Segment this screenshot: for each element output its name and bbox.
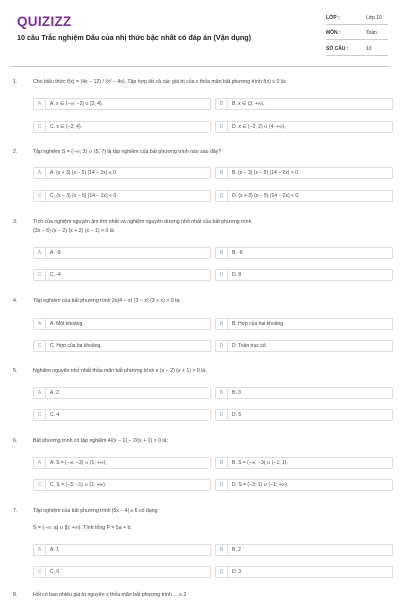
- question-number: 3.: [13, 219, 18, 225]
- option-letter: B: [216, 458, 228, 469]
- option-text: B. 3: [232, 390, 241, 396]
- question-text: S = (−∞; a] ∪ [b; +∞). Tính tổng P = 5a + b.: [33, 525, 132, 531]
- option-text: D. (x + 3) (x − 5) (14 − 2x) < 0.: [232, 193, 300, 199]
- question-text: Cho biểu thức f(x) = (4x − 12) / (x² − 4x). Tập hợp tất cả các giá trị của x thỏa mãn bất phương trình f(x) ≥ 0 là:: [33, 79, 287, 85]
- question-number: 6.: [13, 438, 18, 444]
- option-text: A. 2: [50, 390, 59, 396]
- option-c[interactable]: [33, 479, 211, 491]
- option-text: B. (x − 3) (x − 5) (14 − 2x) > 0.: [232, 170, 300, 176]
- option-a[interactable]: [33, 318, 211, 330]
- option-a[interactable]: [33, 247, 211, 259]
- option-b[interactable]: [215, 544, 393, 556]
- option-b[interactable]: [215, 247, 393, 259]
- option-letter: B: [216, 388, 228, 399]
- option-letter: D: [216, 191, 228, 202]
- question-number: 2.: [13, 149, 18, 155]
- question-number: 1.: [13, 79, 18, 85]
- question-text: Nghiệm nguyên nhỏ nhất thỏa mãn bất phương trình x (x − 2) (x + 1) > 0 là:: [33, 368, 207, 374]
- option-letter: D: [216, 270, 228, 281]
- option-b[interactable]: [215, 98, 393, 110]
- option-text: B. S = (−∞; −3) ∪ (−1; 1).: [232, 460, 288, 466]
- option-text: D. Toàn trục số.: [232, 343, 267, 349]
- option-d[interactable]: [215, 409, 393, 421]
- meta-divider: [326, 39, 388, 40]
- question-text: Tập nghiệm của bất phương trình 2x(4 − x) (3 − x) (3 + x) > 0 là:: [33, 298, 181, 304]
- option-text: D. x ∈ (−2; 2) ∪ (4; +∞).: [232, 124, 286, 130]
- option-letter: C: [34, 410, 46, 421]
- option-text: D. 8: [232, 272, 242, 278]
- option-letter: B: [216, 99, 228, 110]
- worksheet-header: [0, 0, 400, 64]
- option-text: D. 5: [232, 412, 242, 418]
- option-d[interactable]: [215, 269, 393, 281]
- option-letter: C: [34, 341, 46, 352]
- option-c[interactable]: [33, 121, 211, 133]
- meta-subject: [326, 30, 388, 36]
- option-text: D. 3: [232, 569, 242, 575]
- option-text: A. x ∈ (−∞; −2] ∪ [2; 4).: [50, 101, 103, 107]
- option-letter: A: [34, 388, 46, 399]
- question-number: 5.: [13, 368, 18, 374]
- option-d[interactable]: [215, 340, 393, 352]
- question-text: Tập nghiệm S = (−∞; 3) ∪ (5; 7) là tập nghiệm của bất phương trình nào sau đây?: [33, 149, 222, 155]
- option-d[interactable]: [215, 121, 393, 133]
- option-letter: D: [216, 480, 228, 491]
- question-text: Tập nghiệm của bất phương trình |5x − 4| ≥ 6 có dạng: [33, 508, 158, 514]
- option-text: C. x ∈ (−2; 4).: [50, 124, 83, 130]
- option-text: C. 4: [50, 412, 60, 418]
- option-letter: A: [34, 545, 46, 556]
- meta-divider: [326, 24, 388, 25]
- option-letter: C: [34, 480, 46, 491]
- worksheet-title: 10 câu Trắc nghiệm Dấu của nhị thức bậc nhất có đáp án (Vận dụng): [17, 33, 252, 42]
- option-text: A. -9: [50, 250, 61, 256]
- option-c[interactable]: [33, 566, 211, 578]
- option-d[interactable]: [215, 190, 393, 202]
- option-letter: A: [34, 168, 46, 179]
- option-letter: C: [34, 122, 46, 133]
- option-c[interactable]: [33, 190, 211, 202]
- option-b[interactable]: [215, 387, 393, 399]
- option-letter: B: [216, 168, 228, 179]
- option-letter: B: [216, 545, 228, 556]
- option-b[interactable]: [215, 318, 393, 330]
- option-b[interactable]: [215, 457, 393, 469]
- option-letter: B: [216, 248, 228, 259]
- option-text: A. (x + 3) (x − 5) (14 − 2x) ≤ 0.: [50, 170, 118, 176]
- meta-divider: [326, 55, 388, 56]
- option-text: A. S = (−∞; −3) ∪ (1; +∞).: [50, 460, 107, 466]
- option-a[interactable]: [33, 544, 211, 556]
- option-text: B. -6: [232, 250, 243, 256]
- header-divider: [10, 66, 390, 67]
- meta-class-value: Lớp 10: [366, 15, 382, 21]
- option-a[interactable]: [33, 98, 211, 110]
- option-letter: A: [34, 458, 46, 469]
- meta-class: [326, 15, 388, 21]
- option-letter: B: [216, 319, 228, 330]
- option-a[interactable]: [33, 167, 211, 179]
- quizizz-logo: QUIZIZZ: [17, 14, 72, 29]
- option-letter: D: [216, 567, 228, 578]
- option-letter: D: [216, 122, 228, 133]
- meta-count-key: SỐ CÂU :: [326, 46, 349, 52]
- option-text: B. Hợp của hai khoảng.: [232, 321, 285, 327]
- option-letter: A: [34, 99, 46, 110]
- option-text: C. 0: [50, 569, 60, 575]
- option-a[interactable]: [33, 387, 211, 399]
- option-letter: D: [216, 410, 228, 421]
- meta-subject-key: MÔN :: [326, 30, 341, 36]
- option-d[interactable]: [215, 566, 393, 578]
- option-a[interactable]: [33, 457, 211, 469]
- option-letter: C: [34, 191, 46, 202]
- option-c[interactable]: [33, 269, 211, 281]
- option-b[interactable]: [215, 167, 393, 179]
- meta-count: [326, 46, 388, 52]
- meta-subject-value: Toán: [366, 30, 377, 36]
- option-text: A. Một khoảng.: [50, 321, 84, 327]
- option-letter: A: [34, 248, 46, 259]
- option-text: C. S = (−3; −1) ∪ (1; +∞).: [50, 482, 107, 488]
- option-text: B. 2: [232, 547, 241, 553]
- meta-count-value: 10: [366, 46, 372, 52]
- option-text: B. x ∈ (3; +∞).: [232, 101, 265, 107]
- option-text: C. -4: [50, 272, 61, 278]
- question-text: Hỏi có bao nhiêu giá trị nguyên x thỏa mãn bất phương trình ... ≥ 2: [33, 592, 187, 598]
- question-text: Bất phương trình có tập nghiệm 4/(x − 1) − 2/(x + 1) < 0 là:: [33, 438, 168, 444]
- option-d[interactable]: [215, 479, 393, 491]
- question-number: 7.: [13, 508, 18, 514]
- option-text: D. S = (−3; 1) ∪ (−1; +∞).: [232, 482, 289, 488]
- option-letter: C: [34, 270, 46, 281]
- option-text: C. Hợp của ba khoảng.: [50, 343, 102, 349]
- option-letter: A: [34, 319, 46, 330]
- question-number: 4.: [13, 298, 18, 304]
- option-text: A. 1: [50, 547, 59, 553]
- option-c[interactable]: [33, 409, 211, 421]
- meta-class-key: LỚP :: [326, 15, 340, 21]
- option-letter: D: [216, 341, 228, 352]
- question-text: Tích của nghiệm nguyên âm lớn nhất và nghiệm nguyên dương nhỏ nhất của bất phương trình: [33, 219, 252, 225]
- question-text: (3x − 6) (x − 2) (x + 2) (x − 1) > 0 là: [33, 228, 114, 234]
- option-c[interactable]: [33, 340, 211, 352]
- option-text: C. (x − 3) (x − 5) (14 − 2x) < 0.: [50, 193, 118, 199]
- question-number: 8.: [13, 592, 18, 598]
- option-letter: C: [34, 567, 46, 578]
